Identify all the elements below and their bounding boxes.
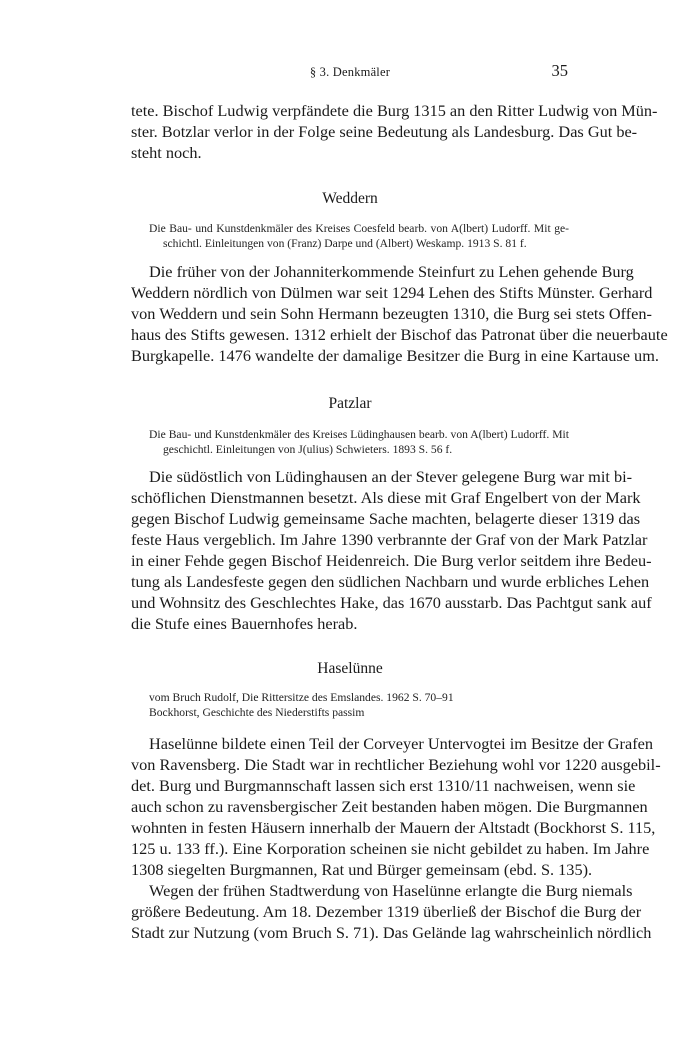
running-header: § 3. Denkmäler <box>309 65 391 79</box>
body-line: von Ravensberg. Die Stadt war in rechtlicher Beziehung wohl vor 1220 ausgebil- <box>131 755 661 774</box>
body-line: Haselünne bildete einen Teil der Corveyer Untervogtei im Besitze der Grafen <box>149 734 653 753</box>
body-line: Wegen der frühen Stadtwerdung von Haselünne erlangte die Burg niemals <box>149 881 633 900</box>
body-line: und Wohnsitz des Geschlechtes Hake, das 1670 ausstarb. Das Pachtgut sank auf <box>131 593 652 612</box>
section-heading-haseluenne: Haselünne <box>317 660 383 677</box>
body-line: 125 u. 133 ff.). Eine Korporation scheinen sie nicht gebildet zu haben. Im Jahre <box>131 839 650 858</box>
page-number: 35 <box>551 61 568 80</box>
body-line: tung als Landesfeste gegen den südlichen Nachbarn und wurde erbliches Lehen <box>131 572 650 591</box>
body-line: ster. Botzlar verlor in der Folge seine Bedeutung als Landesburg. Das Gut be- <box>131 122 638 141</box>
body-line: steht noch. <box>131 143 202 162</box>
reference-line: Bockhorst, Geschichte des Niederstifts passim <box>149 706 365 719</box>
section-heading-patzlar: Patzlar <box>328 395 372 412</box>
body-line: Stadt zur Nutzung (vom Bruch S. 71). Das Gelände lag wahrscheinlich nördlich <box>131 923 652 942</box>
reference-line: Die Bau- und Kunstdenkmäler des Kreises Coesfeld bearb. von A(lbert) Ludorff. Mit ge- <box>149 222 569 235</box>
reference-line: geschichtl. Einleitungen von J(ulius) Schwieters. 1893 S. 56 f. <box>163 443 453 456</box>
body-line: schöflichen Dienstmannen besetzt. Als diese mit Graf Engelbert von der Mark <box>131 488 641 507</box>
body-line: Die früher von der Johanniterkommende Steinfurt zu Lehen gehende Burg <box>149 262 634 281</box>
body-line: det. Burg und Burgmannschaft lassen sich erst 1310/11 nachweisen, wenn sie <box>131 776 636 795</box>
body-line: Weddern nördlich von Dülmen war seit 1294 Lehen des Stifts Münster. Gerhard <box>131 283 653 302</box>
body-line: auch schon zu ravensbergischer Zeit bestanden haben mögen. Die Burgmannen <box>131 797 648 816</box>
body-line: gegen Bischof Ludwig gemeinsame Sache machten, belagerte dieser 1319 das <box>131 509 641 528</box>
section-heading-weddern: Weddern <box>322 190 378 207</box>
body-line: in einer Fehde gegen Bischof Heidenreich. Die Burg verlor seitdem ihre Bedeu- <box>131 551 652 570</box>
body-line: wohnten in festen Häusern innerhalb der Mauern der Altstadt (Bockhorst S. 115, <box>131 818 656 837</box>
body-line: Burgkapelle. 1476 wandelte der damalige Besitzer die Burg in eine Kartause um. <box>131 346 659 365</box>
body-line: größere Bedeutung. Am 18. Dezember 1319 überließ der Bischof die Burg der <box>131 902 642 921</box>
reference-line: Die Bau- und Kunstdenkmäler des Kreises Lüdinghausen bearb. von A(lbert) Ludorff. Mit <box>149 428 569 441</box>
body-line: haus des Stifts gewesen. 1312 erhielt der Bischof das Patronat über die neuerbaute <box>131 325 668 344</box>
body-line: Die südöstlich von Lüdinghausen an der Stever gelegene Burg war mit bi- <box>149 467 633 486</box>
reference-line: schichtl. Einleitungen von (Franz) Darpe und (Albert) Weskamp. 1913 S. 81 f. <box>163 237 527 250</box>
body-line: tete. Bischof Ludwig verpfändete die Burg 1315 an den Ritter Ludwig von Mün- <box>131 101 658 120</box>
reference-line: vom Bruch Rudolf, Die Rittersitze des Emslandes. 1962 S. 70–91 <box>149 691 454 704</box>
body-line: die Stufe eines Bauernhofes herab. <box>131 614 358 633</box>
body-line: feste Haus vergeblich. Im Jahre 1390 verbrannte der Graf von der Mark Patzlar <box>131 530 648 549</box>
body-line: von Weddern und sein Sohn Hermann bezeugten 1310, die Burg sei stets Offen- <box>131 304 652 323</box>
body-line: 1308 siegelten Burgmannen, Rat und Bürger gemeinsam (ebd. S. 135). <box>131 860 593 879</box>
